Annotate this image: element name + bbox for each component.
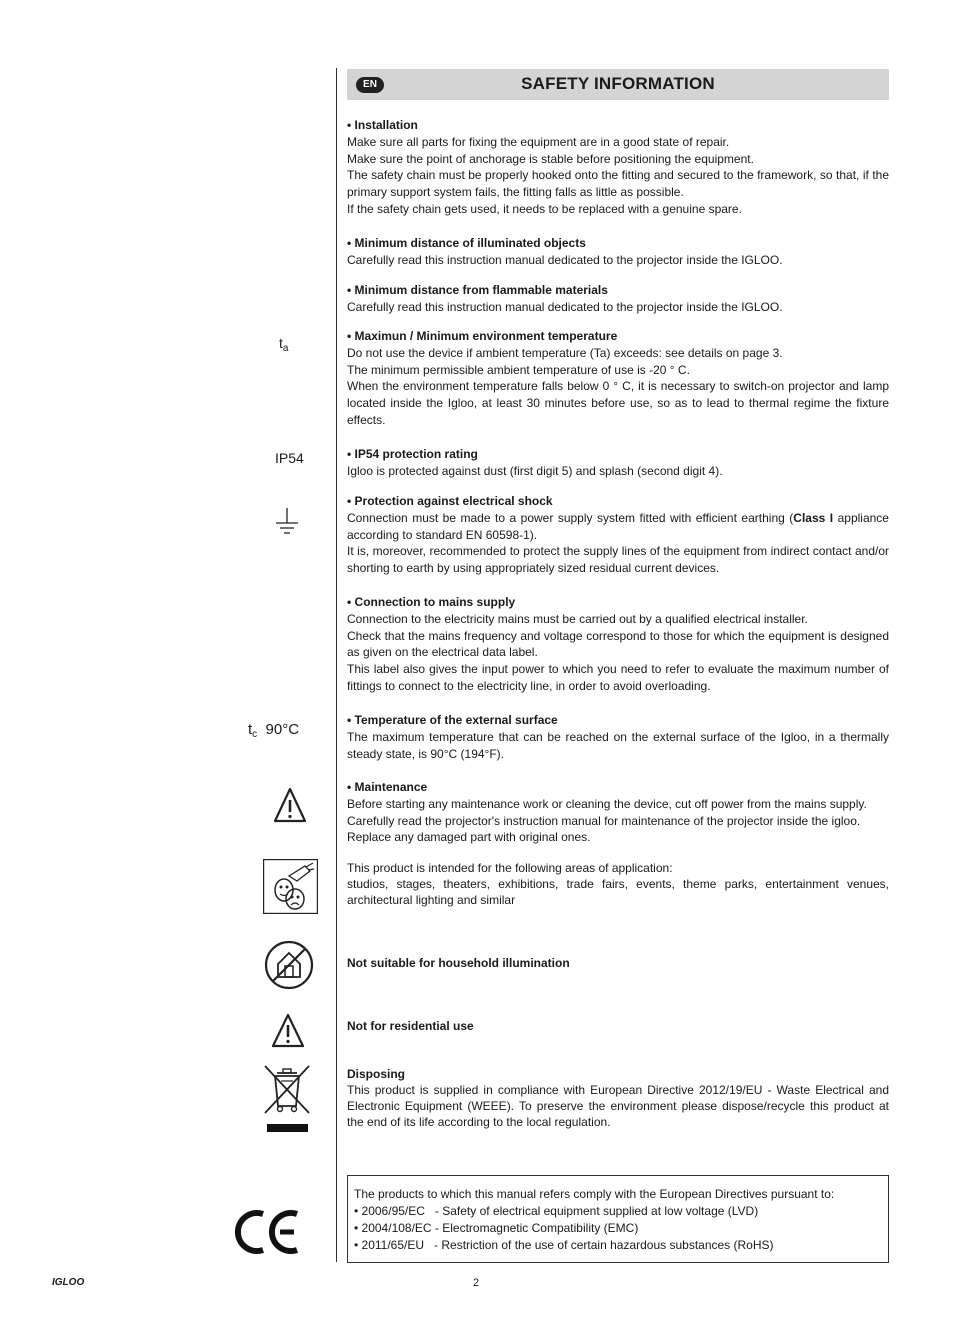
directives-box (347, 1175, 889, 1263)
installation-line: The safety chain must be properly hooked onto the fitting and secured to the framework, so that, if the primary support system fails, the fitting falls as little as possible. (347, 168, 889, 200)
temperature-section (347, 328, 889, 429)
ambient-temperature-symbol (279, 335, 288, 354)
maintenance-line: Carefully read the projector's instruction manual for maintenance of the projector inside the igloo. (347, 813, 861, 828)
footer-brand: IGLOO (52, 1277, 85, 1288)
electrical-shock-line1-post: appliance according to standard EN 60598-1). (347, 510, 889, 542)
ce-mark-icon (234, 1208, 302, 1256)
min-distance-illuminated-section (347, 235, 889, 269)
disposing-heading: Disposing (347, 1067, 406, 1081)
min-distance-illuminated-heading: • Minimum distance of illuminated objects (347, 236, 586, 250)
installation-line: If the safety chain gets used, it needs to be replaced with a genuine spare. (347, 201, 742, 216)
temperature-line: When the environment temperature falls below 0 ° C, it is necessary to switch-on projector and lamp located inside the Igloo, at least 30 minutes before use, so as to lead to thermal regime the fixture effects. (347, 379, 889, 427)
ip54-section (347, 446, 889, 480)
disposing-section (347, 1066, 889, 1130)
warning-triangle-icon (271, 1013, 305, 1049)
directive-item: • 2004/108/EC - Electromagnetic Compatibility (EMC) (354, 1221, 639, 1235)
application-areas: studios, stages, theaters, exhibitions, trade fairs, events, theme parks, entertainment venues, architectural lighting and similar (347, 876, 889, 907)
maintenance-section (347, 779, 889, 846)
temperature-line: Do not use the device if ambient temperature (Ta) exceeds: see details on page 3. (347, 345, 783, 360)
external-surface-heading: • Temperature of the external surface (347, 713, 558, 727)
tc-value: 90°C (265, 721, 300, 738)
electrical-shock-heading: • Protection against electrical shock (347, 494, 553, 508)
min-distance-flammable-heading: • Minimum distance from flammable materials (347, 283, 608, 297)
directives-intro: The products to which this manual refers comply with the European Directives pursuant to: (354, 1187, 835, 1201)
mains-supply-line: This label also gives the input power to which you need to refer to evaluate the maximum number of fittings to connect to the electricity line, in order to avoid overloading. (347, 662, 889, 693)
electrical-shock-line (347, 510, 889, 544)
min-distance-illuminated-text: Carefully read this instruction manual dedicated to the projector inside the IGLOO. (347, 252, 783, 267)
temperature-line: The minimum permissible ambient temperature of use is -20 ° C. (347, 362, 690, 377)
electrical-shock-line: It is, moreover, recommended to protect the supply lines of the equipment from indirect contact and/or shorting to earth by using appropriately sized residual current devices. (347, 544, 889, 576)
ip54-heading: • IP54 protection rating (347, 447, 478, 461)
application-intro: This product is intended for the following areas of application: (347, 861, 673, 875)
installation-line: Make sure the point of anchorage is stable before positioning the equipment. (347, 151, 754, 166)
page-title: SAFETY INFORMATION (521, 74, 715, 93)
maintenance-line: Before starting any maintenance work or cleaning the device, cut off power from the mains supply. (347, 796, 867, 811)
application-section (347, 861, 889, 908)
theater-masks-icon (263, 859, 318, 914)
electrical-shock-section (347, 493, 889, 577)
ta-sub: a (282, 343, 289, 354)
maintenance-line: Replace any damaged part with original ones. (347, 830, 591, 845)
not-household-section (347, 955, 889, 972)
directive-item: • 2006/95/EC - Safety of electrical equipment supplied at low voltage (LVD) (354, 1204, 759, 1218)
min-distance-flammable-section (347, 282, 889, 316)
installation-section (347, 117, 889, 218)
disposing-text: This product is supplied in compliance with European Directive 2012/19/EU - Waste Electrical and Electronic Equipment (WEEE). To preserve the environment please dispose/recycle this product at the end of its life according to the local regulation. (347, 1083, 889, 1129)
page-number: 2 (473, 1277, 480, 1289)
no-household-icon (264, 940, 314, 990)
installation-line: Make sure all parts for fixing the equipment are in a good state of repair. (347, 134, 730, 149)
not-residential-section (347, 1018, 889, 1035)
electrical-shock-line1-pre: Connection must be made to a power supply system fitted with efficient earthing ( (347, 510, 794, 525)
margin-divider-line (336, 68, 337, 1262)
section-header (347, 69, 889, 100)
mains-supply-section (347, 594, 889, 695)
directive-item: • 2011/65/EU - Restriction of the use of certain hazardous substances (RoHS) (354, 1238, 774, 1252)
tc-sub: c (252, 729, 258, 740)
language-badge: EN (356, 77, 384, 93)
weee-crossed-bin-icon (263, 1064, 311, 1136)
tc-main: t (248, 721, 253, 738)
ip54-symbol: IP54 (275, 450, 304, 466)
ta-main: t (279, 335, 283, 351)
not-household-text: Not suitable for household illumination (347, 956, 570, 970)
warning-triangle-icon (273, 787, 307, 824)
installation-heading: • Installation (347, 118, 418, 132)
min-distance-flammable-text: Carefully read this instruction manual dedicated to the projector inside the IGLOO. (347, 299, 783, 314)
earth-ground-icon (275, 508, 299, 536)
mains-supply-heading: • Connection to mains supply (347, 595, 516, 609)
class-i-label: Class I (793, 510, 834, 525)
temperature-heading: • Maximun / Minimum environment temperature (347, 329, 618, 343)
not-residential-text: Not for residential use (347, 1019, 474, 1033)
surface-temperature-symbol (248, 721, 299, 740)
external-surface-section (347, 712, 889, 762)
ip54-text: Igloo is protected against dust (first digit 5) and splash (second digit 4). (347, 463, 723, 478)
external-surface-text: The maximum temperature that can be reached on the external surface of the Igloo, in a thermally steady state, is 90°C (194°F). (347, 729, 889, 761)
maintenance-heading: • Maintenance (347, 780, 428, 794)
mains-supply-line: Check that the mains frequency and voltage correspond to those for which the equipment is designed as given on the electrical data label. (347, 628, 889, 660)
mains-supply-line: Connection to the electricity mains must be carried out by a qualified electrical installer. (347, 611, 808, 626)
